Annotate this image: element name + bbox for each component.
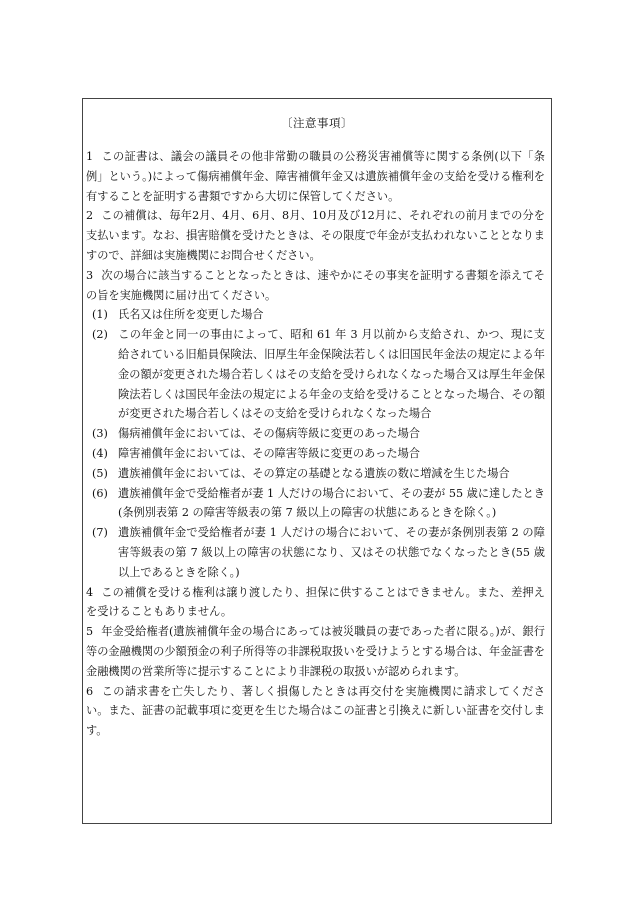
subitem-text: 遺族補償年金においては、その算定の基礎となる遺族の数に増減を生じた場合 xyxy=(118,466,510,480)
subitem-text: 氏名又は住所を変更した場合 xyxy=(118,308,264,322)
item-text: 次の場合に該当することとなったときは、速やかにその事実を証明する書類を添えてその旨を実施機関に届け出てください。 xyxy=(86,268,545,302)
notice-subitem-5 xyxy=(86,464,545,484)
notice-item-1 xyxy=(86,147,545,206)
notice-subitem-2 xyxy=(86,325,545,424)
item-text: この補償を受ける権利は譲り渡したり、担保に供することはできません。また、差押えを受けることもありません。 xyxy=(86,585,545,619)
item-number: 6 xyxy=(86,684,94,698)
subitem-text: 傷病補償年金においては、その傷病等級に変更のあった場合 xyxy=(118,427,420,441)
item-number: 3 xyxy=(86,268,94,282)
item-text: 年金受給権者(遺族補償年金の場合にあっては被災職員の妻であった者に限る。)が、銀行等の金融機関の少額預金の利子所得等の非課税取扱いを受けようとする場合は、年金証書を金融機関の営業所等に提示することにより非課税の取扱いが認められます。 xyxy=(86,625,545,678)
subitem-number: (1) xyxy=(92,308,108,322)
notice-item-5 xyxy=(86,622,545,681)
subitem-text: 遺族補償年金で受給権者が妻 1 人だけの場合において、その妻が条例別表第 2 の障害等級表の第 7 級以上の障害の状態になり、又はその状態でなくなったとき(55 歳以上であるときを除く。) xyxy=(118,526,545,579)
subitem-number: (5) xyxy=(92,466,108,480)
notice-item-3 xyxy=(86,266,545,306)
item-number: 2 xyxy=(86,209,94,223)
subitem-number: (4) xyxy=(92,446,108,460)
subitem-number: (7) xyxy=(92,526,108,540)
notice-item-6 xyxy=(86,682,545,741)
subitem-text: この年金と同一の事由によって、昭和 61 年 3 月以前から支給され、かつ、現に支給されている旧船員保険法、旧厚生年金保険法若しくは旧国民年金法の規定による年金の額が変更された場合若しくはその支給を受けられなくなった場合又は厚生年金保険法若しくは国民年金法の規定による年金の支給を受けることとなった場合、その額が変更された場合若しくはその支給を受けられなくなった場合 xyxy=(118,328,545,421)
item-text: この証書は、議会の議員その他非常勤の職員の公務災害補償等に関する条例(以下「条例」という。)によって傷病補償年金、障害補償年金又は遺族補償年金の支給を受ける権利を有することを証明する書類ですから大切に保管してください。 xyxy=(86,150,545,203)
item-text: この請求書を亡失したり、著しく損傷したときは再交付を実施機関に請求してください。また、証書の記載事項に変更を生じた場合はこの証書と引換えに新しい証書を交付します。 xyxy=(86,684,545,738)
subitem-number: (3) xyxy=(92,427,108,441)
notice-box xyxy=(82,98,552,824)
notice-content xyxy=(86,147,545,741)
subitem-number: (6) xyxy=(92,486,108,500)
item-number: 5 xyxy=(86,625,94,639)
item-number: 1 xyxy=(86,150,94,163)
notice-subitem-6 xyxy=(86,484,545,524)
subitem-number: (2) xyxy=(92,328,108,342)
notice-item-4 xyxy=(86,583,545,623)
subitem-text: 遺族補償年金で受給権者が妻 1 人だけの場合において、その妻が 55 歳に達したとき(条例別表第 2 の障害等級表の第 7 級以上の障害の状態にあるときを除く。) xyxy=(118,486,545,520)
subitem-text: 障害補償年金においては、その障害等級に変更のあった場合 xyxy=(118,446,420,460)
notice-item-2 xyxy=(86,206,545,265)
notice-subitem-4 xyxy=(86,444,545,464)
notice-subitem-7 xyxy=(86,523,545,582)
item-number: 4 xyxy=(86,585,94,599)
notice-subitem-3 xyxy=(86,424,545,444)
item-text: この補償は、毎年2月、4月、6月、8月、10月及び12月に、それぞれの前月までの分を支払います。なお、損害賠償を受けたときは、その限度で年金が支払われないこととなりますので、詳細は実施機関にお問合せください。 xyxy=(86,209,545,262)
notice-subitem-1 xyxy=(86,305,545,325)
page-title: 〔注意事項〕 xyxy=(281,116,353,130)
